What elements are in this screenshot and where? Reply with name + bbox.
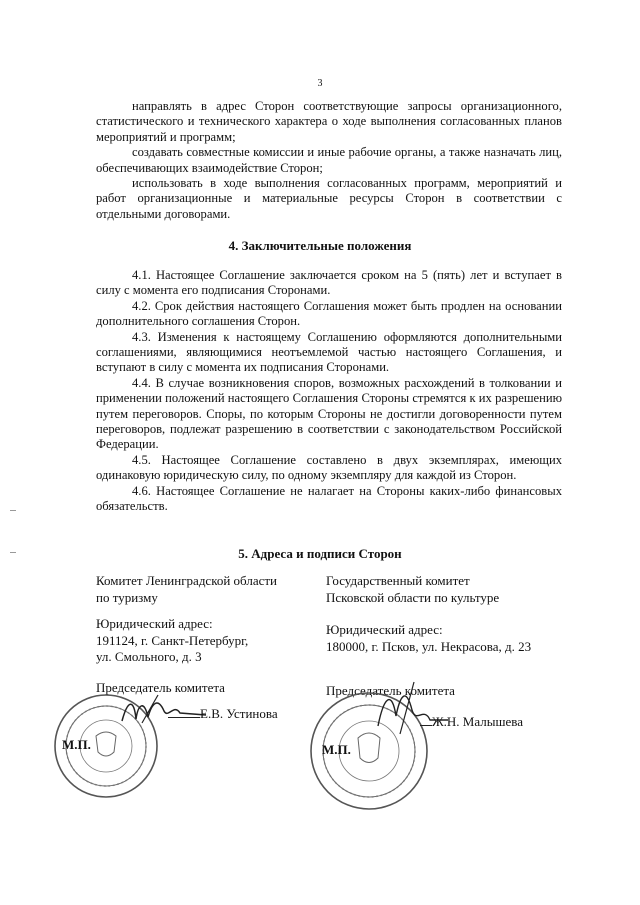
right-seal-mark: М.П. bbox=[322, 742, 351, 757]
left-party-org bbox=[96, 573, 277, 606]
left-address-line: ул. Смольного, д. 3 bbox=[96, 649, 202, 664]
clause: 4.2. Срок действия настоящего Соглашения может быть продлен на основании дополнительного соглашения Сторон. bbox=[96, 298, 562, 329]
left-org-line: по туризму bbox=[96, 589, 158, 605]
margin-mark bbox=[10, 510, 16, 511]
left-address-line: 191124, г. Санкт-Петербург, bbox=[96, 632, 249, 648]
right-address-line: 180000, г. Псков, ул. Некрасова, д. 23 bbox=[326, 638, 532, 654]
clause: 4.3. Изменения к настоящему Соглашению оформляются дополнительными соглашениями, являющимися неотъемлемой частью настоящего Соглашения, и вступают в силу с момента их подписания Сторонами. bbox=[96, 329, 562, 375]
right-signature-line bbox=[420, 714, 523, 730]
right-party-address bbox=[326, 622, 531, 655]
left-address-label: Юридический адрес: bbox=[96, 616, 213, 631]
left-signer-position: Председатель комитета bbox=[96, 680, 225, 695]
clause: 4.6. Настоящее Соглашение не налагает на Стороны каких-либо финансовых обязательств. bbox=[96, 483, 562, 514]
page-number: 3 bbox=[317, 78, 323, 89]
left-org-line: Комитет Ленинградской области bbox=[96, 573, 278, 588]
clause: 4.4. В случае возникновения споров, возможных расхождений в толковании и применении положений настоящего Соглашения Стороны стремятся к их разрешению путем переговоров. Споры, по которым Стороны не достигли договоренности путем переговоров, подлежат разрешению в соответствии с законодательством Российской Федерации. bbox=[96, 375, 562, 452]
intro-paragraph: использовать в ходе выполнения согласованных программ, мероприятий и работ организационные и материальные ресурсы Сторон в соответствии с отдельными договорами. bbox=[96, 176, 562, 221]
right-org-line: Псковской области по культуре bbox=[326, 589, 500, 605]
section-4-title: 4. Заключительные положения bbox=[228, 238, 412, 253]
left-signature-line bbox=[168, 706, 278, 722]
right-signer-position: Председатель комитета bbox=[326, 683, 455, 698]
clause: 4.5. Настоящее Соглашение составлено в двух экземплярах, имеющих одинаковую юридическую силу, по одному экземпляру для каждой из Сторон. bbox=[96, 452, 562, 483]
right-party-org bbox=[326, 573, 499, 606]
intro-paragraph: создавать совместные комиссии и иные рабочие органы, а также назначать лиц, обеспечивающих взаимодействие Сторон; bbox=[96, 145, 562, 175]
left-party-address bbox=[96, 616, 248, 666]
left-signer-name: Е.В. Устинова bbox=[200, 706, 278, 721]
clause: 4.1. Настоящее Соглашение заключается сроком на 5 (пять) лет и вступает в силу с момента его подписания Сторонами. bbox=[96, 268, 562, 298]
section-4-body bbox=[96, 268, 562, 515]
right-address-label: Юридический адрес: bbox=[326, 622, 443, 637]
intro-block bbox=[96, 99, 562, 222]
right-signer-name: Ж.Н. Малышева bbox=[432, 714, 523, 729]
right-org-line: Государственный комитет bbox=[326, 573, 470, 588]
section-5-title: 5. Адреса и подписи Сторон bbox=[238, 546, 402, 561]
left-seal-mark: М.П. bbox=[62, 737, 91, 752]
intro-paragraph: направлять в адрес Сторон соответствующие запросы организационного, статистического и технического характера о ходе выполнения согласованных планов мероприятий и программ; bbox=[96, 99, 562, 144]
